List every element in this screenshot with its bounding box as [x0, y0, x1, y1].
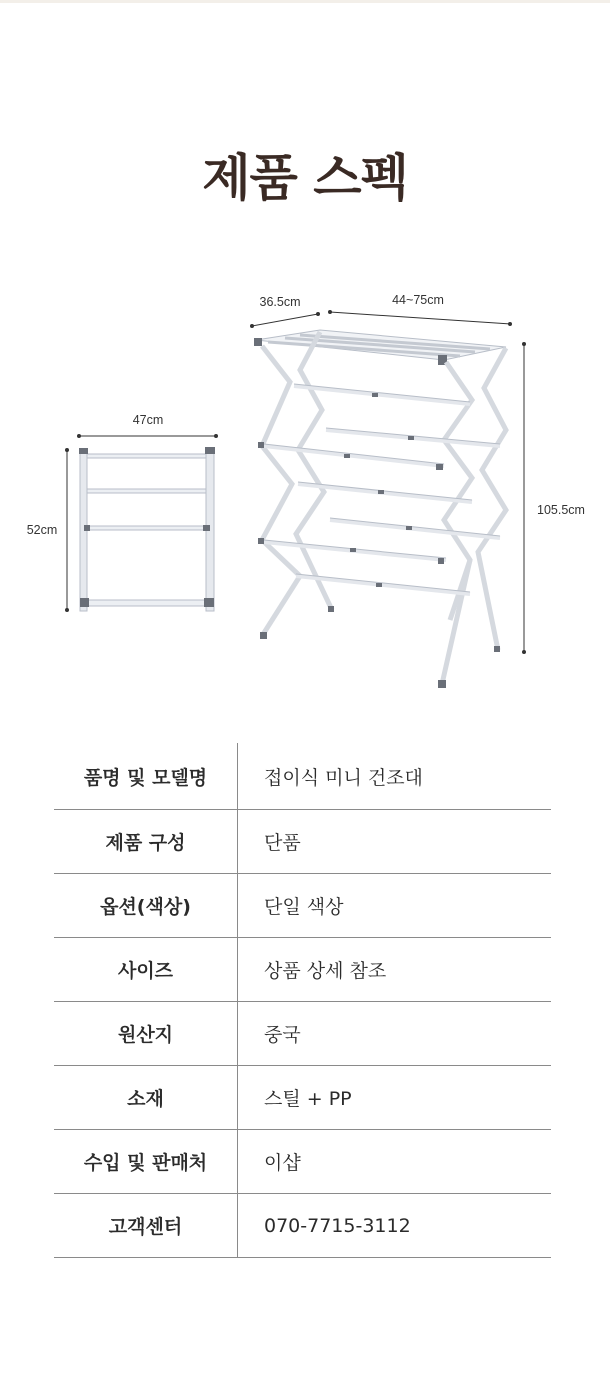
table-row	[54, 938, 551, 1002]
width-range-label: 44~75cm	[392, 293, 444, 307]
spec-label: 고객센터	[54, 1194, 238, 1258]
folded-height-label: 52cm	[26, 523, 58, 537]
spec-value: 상품 상세 참조	[264, 960, 387, 982]
spec-value: 단일 색상	[264, 896, 344, 918]
table-row	[54, 810, 551, 874]
depth-label: 36.5cm	[259, 295, 301, 309]
height-label: 105.5cm	[537, 503, 585, 517]
spec-label: 원산지	[54, 1002, 238, 1066]
spec-label: 옵션(색상)	[54, 874, 238, 938]
product-dimension-diagram	[0, 270, 610, 700]
table-row	[54, 1194, 551, 1258]
table-row	[54, 1066, 551, 1130]
top-border	[0, 0, 610, 3]
spec-value: 단품	[264, 832, 301, 854]
spec-label: 제품 구성	[54, 810, 238, 874]
spec-label: 소재	[54, 1066, 238, 1130]
expanded-rack-illustration	[250, 293, 585, 688]
folded-width-label: 47cm	[132, 413, 164, 427]
table-row	[54, 1130, 551, 1194]
table-row	[54, 874, 551, 938]
folded-rack-illustration	[27, 413, 218, 612]
spec-label: 품명 및 모델명	[54, 743, 238, 810]
spec-value: 접이식 미니 건조대	[264, 766, 423, 789]
page-title: 제품 스펙	[202, 149, 408, 207]
table-row	[54, 743, 551, 810]
spec-value: 중국	[264, 1024, 301, 1046]
spec-value: 스틸 + PP	[264, 1088, 352, 1110]
spec-label: 수입 및 판매처	[54, 1130, 238, 1194]
spec-value: 이샵	[264, 1152, 301, 1174]
spec-table	[54, 743, 551, 1258]
spec-label: 사이즈	[54, 938, 238, 1002]
spec-value: 070-7715-3112	[264, 1214, 411, 1237]
table-row	[54, 1002, 551, 1066]
